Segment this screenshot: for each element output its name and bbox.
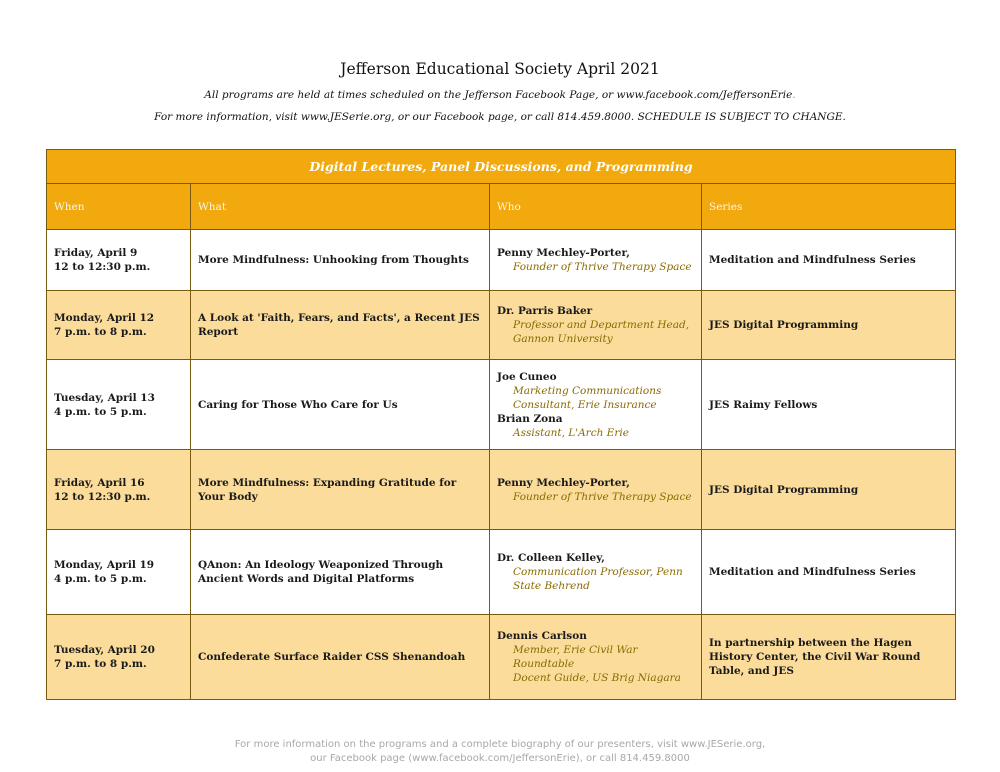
cell-series: Meditation and Mindfulness Series xyxy=(702,530,956,615)
presenter-role: Professor and Department Head, xyxy=(513,319,690,331)
subtitle-programs-text: All programs are held at times scheduled on the Jefferson Facebook Page, or www.facebook.com/JeffersonErie xyxy=(204,89,793,101)
presenter-name: Joe Cuneo xyxy=(497,370,557,383)
cell-series: JES Raimy Fellows xyxy=(702,360,956,450)
cell-what: A Look at 'Faith, Fears, and Facts', a Recent JES Report xyxy=(191,291,490,360)
column-header-who: Who xyxy=(490,184,702,230)
cell-who xyxy=(490,450,702,530)
when-date: Friday, April 16 xyxy=(54,476,145,489)
cell-series: JES Digital Programming xyxy=(702,450,956,530)
schedule-table xyxy=(46,149,956,700)
cell-what: Confederate Surface Raider CSS Shenandoah xyxy=(191,615,490,700)
column-header-when: When xyxy=(47,184,191,230)
footer-line-1: For more information on the programs and a complete biography of our presenters, visit www.JESerie.org, xyxy=(234,739,766,750)
column-header-what: What xyxy=(191,184,490,230)
presenter-role: Member, Erie Civil War xyxy=(513,644,638,656)
footer-line-2: our Facebook page (www.facebook.com/JeffersonErie), or call 814.459.8000 xyxy=(310,753,690,764)
when-date: Tuesday, April 13 xyxy=(54,391,155,404)
when-time: 12 to 12:30 p.m. xyxy=(54,261,151,273)
cell-what: QAnon: An Ideology Weaponized Through Ancient Words and Digital Platforms xyxy=(191,530,490,615)
cell-when xyxy=(47,360,191,450)
when-date: Tuesday, April 20 xyxy=(54,644,155,656)
cell-series: Meditation and Mindfulness Series xyxy=(702,230,956,291)
when-time: 7 p.m. to 8 p.m. xyxy=(54,658,147,670)
table-row xyxy=(47,615,956,700)
table-row xyxy=(47,450,956,530)
table-header-row xyxy=(47,184,956,230)
cell-when xyxy=(47,291,191,360)
presenter-name: Penny Mechley-Porter, xyxy=(497,476,630,489)
cell-series: In partnership between the Hagen History Center, the Civil War Round Table, and JES xyxy=(702,615,956,700)
subtitle-programs-trailing: . xyxy=(792,89,796,101)
presenter-name: Dennis Carlson xyxy=(497,630,587,642)
cell-when xyxy=(47,615,191,700)
presenter-role: Communication Professor, Penn xyxy=(513,566,683,578)
when-time: 4 p.m. to 5 p.m. xyxy=(54,573,147,585)
cell-when xyxy=(47,450,191,530)
presenter-name: Brian Zona xyxy=(497,412,563,425)
presenter-role: State Behrend xyxy=(513,580,590,592)
when-time: 7 p.m. to 8 p.m. xyxy=(54,326,147,338)
presenter-name: Penny Mechley-Porter, xyxy=(497,247,630,259)
when-date: Monday, April 12 xyxy=(54,312,155,324)
table-row xyxy=(47,230,956,291)
cell-series: JES Digital Programming xyxy=(702,291,956,360)
presenter-role: Gannon University xyxy=(513,333,613,345)
when-time: 12 to 12:30 p.m. xyxy=(54,490,151,503)
presenter-role: Founder of Thrive Therapy Space xyxy=(513,490,692,503)
presenter-name: Dr. Parris Baker xyxy=(497,305,593,317)
cell-who xyxy=(490,230,702,291)
table-row xyxy=(47,291,956,360)
when-time: 4 p.m. to 5 p.m. xyxy=(54,405,147,418)
when-date: Monday, April 19 xyxy=(54,559,155,571)
table-row xyxy=(47,360,956,450)
page-title: Jefferson Educational Society April 2021 xyxy=(340,60,660,78)
presenter-name: Dr. Colleen Kelley, xyxy=(497,552,605,564)
presenter-role: Consultant, Erie Insurance xyxy=(513,398,657,411)
cell-who xyxy=(490,291,702,360)
cell-who xyxy=(490,360,702,450)
cell-when xyxy=(47,530,191,615)
presenter-role: Roundtable xyxy=(513,658,575,670)
presenter-role: Docent Guide, US Brig Niagara xyxy=(513,672,681,684)
cell-what: More Mindfulness: Expanding Gratitude for Your Body xyxy=(191,450,490,530)
presenter-role: Marketing Communications xyxy=(513,384,662,397)
presenter-role: Founder of Thrive Therapy Space xyxy=(513,261,692,273)
subtitle-programs xyxy=(0,89,1000,101)
cell-who xyxy=(490,530,702,615)
table-banner: Digital Lectures, Panel Discussions, and Programming xyxy=(47,150,956,184)
table-banner-row xyxy=(47,150,956,184)
cell-what: Caring for Those Who Care for Us xyxy=(191,360,490,450)
subtitle-contact: For more information, visit www.JESerie.org, or our Facebook page, or call 814.459.8000. SCHEDULE IS SUBJECT TO CHANGE. xyxy=(154,111,846,123)
cell-who xyxy=(490,615,702,700)
column-header-series: Series xyxy=(702,184,956,230)
when-date: Friday, April 9 xyxy=(54,247,138,259)
presenter-role: Assistant, L'Arch Erie xyxy=(513,426,629,439)
cell-when xyxy=(47,230,191,291)
table-row xyxy=(47,530,956,615)
cell-what: More Mindfulness: Unhooking from Thoughts xyxy=(191,230,490,291)
